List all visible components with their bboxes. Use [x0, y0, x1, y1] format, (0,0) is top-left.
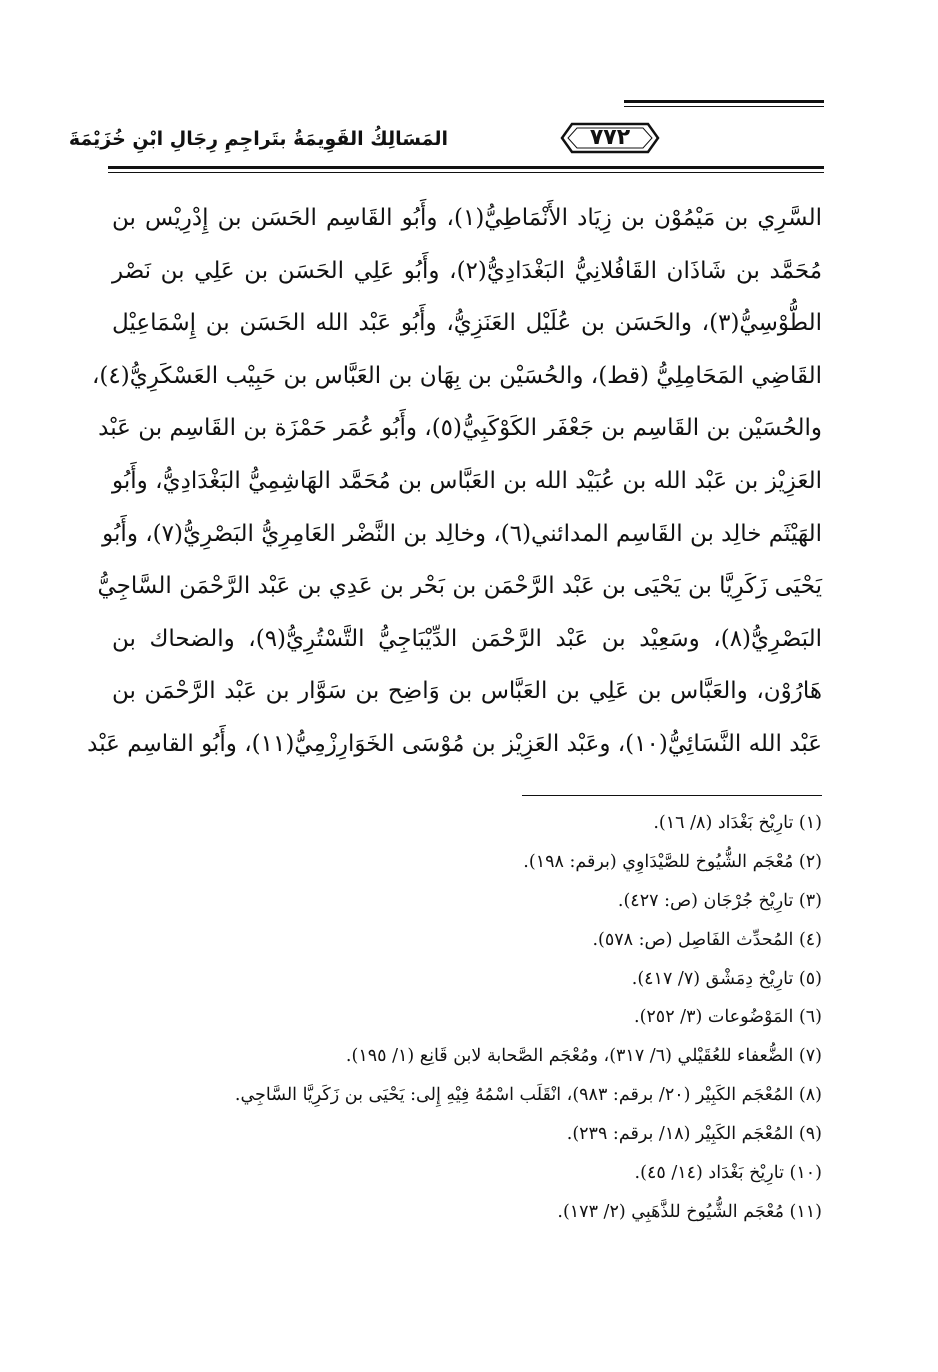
body-line: والحُسَيْن بن القَاسِم بن جَعْفَر الكَوْكَبِيُّ(٥)، وأَبُو عُمَر حَمْزَة بن القَاسِم بن عَبْد — [98, 415, 822, 442]
footnote: (١٠) تارِيْخ بَغْدَاد (١٤/ ٤٥). — [634, 1163, 822, 1184]
body-line: القَاضِي المَحَامِلِيُّ (قط)، والحُسَيْن بن بِهَان بن العَبَّاس بن حَبِيْب العَسْكَرِيُّ(٤)، — [92, 362, 822, 389]
footnote: (١) تارِيْخ بَغْدَاد (٨/ ١٦). — [653, 813, 822, 833]
footnote: (٩) المُعْجَم الكَبِيْر (١٨/ برقم: ٢٣٩). — [566, 1124, 822, 1145]
body-line: الطُّوْسِيُّ(٣)، والحَسَن بن عُلَيْل العَنَزِيُّ، وأَبُو عَبْد الله الحَسَن بن إِسْمَاعِيْل — [112, 310, 822, 337]
body-line: يَحْيَى زَكَرِيَّا بن يَحْيَى بن عَبْد الرَّحْمَن بن بَحْر بن عَدِي بن عَبْد الرَّحْمَن السَّاجِيُّ — [97, 573, 822, 600]
body-line: البَصْرِيُّ(٨)، وسَعِيْد بن عَبْد الرَّحْمَن الدِّيْبَاجِيُّ التَّسْتُرِيُّ(٩)، والضحاك بن — [112, 625, 822, 652]
header-bottom-rule — [108, 166, 824, 169]
footnote: (٤) المُحدِّث الفَاصِل (ص: ٥٧٨). — [592, 929, 822, 950]
running-title: المَسَالِكُ القَوِيمَةُ بتَراجِمِ رِجَالِ ابْنِ خُزَيْمَةَ — [68, 128, 448, 150]
footnote: (٦) المَوْضُوعات (٣/ ٢٥٢). — [634, 1007, 822, 1028]
footnote: (٢) مُعْجَم الشُّيُوخ للصَّيْدَاوِي (برقم: ١٩٨). — [523, 851, 822, 872]
header-bottom-rule-thin — [108, 172, 824, 173]
header-top-rule — [624, 100, 824, 103]
body-line: عَبْد الله النَّسَائِيُّ(١٠)، وعَبْد العَزِيْز بن مُوْسَى الخَوَارِزْمِيُّ(١١)، وأَبُو القاسِم عَبْد — [87, 730, 822, 757]
body-line: مُحَمَّد بن شَاذَان القَافُلانِيُّ البَغْدَادِيُّ(٢)، وأَبُو عَلِي الحَسَن بن عَلِي بن نَصْر — [112, 257, 823, 284]
body-line: هَارُوْن، والعَبَّاس بن عَلِي بن العَبَّاس بن وَاضِح بن سَوَّار بن عَبْد الرَّحْمَن بن — [112, 678, 822, 705]
body-line: السَّرِي بن مَيْمُوْن بن زِيَاد الأَنْمَاطِيُّ(١)، وأَبُو القَاسِم الحَسَن بن إِدْرِيْس بن — [112, 205, 823, 231]
footnote-separator — [522, 795, 822, 796]
page-number-frame — [558, 120, 662, 156]
footnote: (٧) الضُّعفاء للعُقَيْلي (٦/ ٣١٧)، ومُعْجَم الصَّحابة لابن قَانِع (١/ ١٩٥). — [345, 1046, 822, 1067]
footnotes — [112, 804, 822, 1232]
page-header — [68, 96, 824, 174]
page-number: ٧٧٢ — [589, 125, 631, 150]
main-body-text — [87, 192, 823, 771]
footnote: (١١) مُعْجَم الشُّيُوخ للذَّهَبِي (٢/ ١٧٣). — [557, 1201, 822, 1222]
body-line: الهَيْثَم خالِد بن القَاسِم المدائني(٦)، وخالِد بن النَّضْر العَامِرِيُّ البَصْرِيُّ(٧)، وأَبُو — [102, 520, 822, 547]
footnote: (٨) المُعْجَم الكَبِيْر (٢٠/ برقم: ٩٨٣)، انْقَلَب اسْمُهُ فِيْهِ إِلى: يَحْيَى بن زَكَرِيَّا السَّاجِي. — [234, 1085, 822, 1106]
body-line: العَزِيْز بن عَبْد الله بن عُبَيْد الله بن العَبَّاس بن مُحَمَّد الهَاشِمِيُّ البَغْدَادِيُّ، وأَبُو — [112, 467, 822, 494]
footnote: (٣) تارِيْخ جُرْجَان (ص: ٤٢٧). — [617, 890, 822, 911]
footnote: (٥) تارِيْخ دِمَشْق (٧/ ٤١٧). — [631, 968, 822, 989]
header-top-rule-thin — [624, 106, 824, 107]
